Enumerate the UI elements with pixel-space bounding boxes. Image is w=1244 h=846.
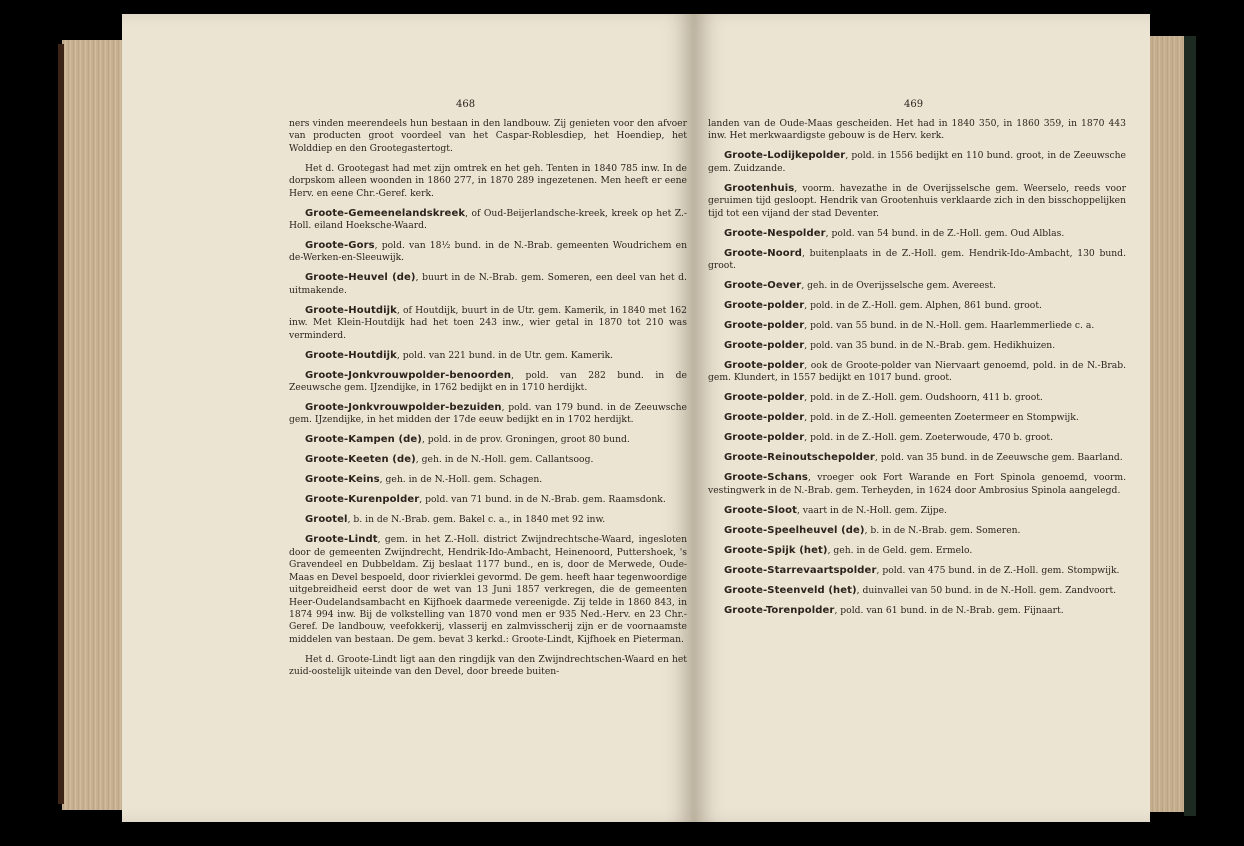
entry-text: , pold. van 221 bund. in de Utr. gem. Kamerik.: [396, 349, 614, 361]
entry-headword: Groote-polder: [724, 392, 805, 404]
entry-headword: Groote-Speelheuvel (de): [724, 524, 865, 536]
entry-headword: Groote-Lindt: [305, 534, 378, 546]
entry-text: , pold. in de Z.-Holl. gem. Alphen, 861 bund. groot.: [804, 300, 1042, 312]
entry-headword: Grootel: [305, 514, 348, 526]
dictionary-entry: [289, 494, 687, 506]
entry-headword: Groote-polder: [724, 360, 805, 372]
entry-headword: Groote-Schans: [724, 472, 808, 484]
page-number: 469: [904, 99, 924, 110]
entry-text: , geh. in de N.-Holl. gem. Schagen.: [379, 474, 543, 486]
entry-text: , geh. in de N.-Holl. gem. Callantsoog.: [415, 454, 594, 466]
dictionary-entry: [289, 240, 687, 265]
dictionary-entry: [289, 370, 687, 395]
entry-text: , pold. van 61 bund. in de N.-Brab. gem. Fijnaart.: [834, 604, 1064, 616]
entry-text: ners vinden meerendeels hun bestaan in den landbouw. Zij genieten voor den afvoer van producten groot voordeel van het Caspar-Roblesdiep, het Hoendiep, het Wolddiep en den Grootegastertogt.: [289, 118, 687, 154]
right-page: [694, 14, 1150, 822]
dictionary-entry: [708, 545, 1126, 557]
entry-text: Het d. Grootegast had met zijn omtrek en het geh. Tenten in 1840 785 inw. In de dorpskom alleen woonden in 1860 277, in 1870 289 ingezetenen. Men heeft er eene Herv. en eene Chr.-Geref. kerk.: [289, 162, 687, 199]
entry-headword: Groote-polder: [724, 412, 805, 424]
entry-text: , pold. in de Z.-Holl. gemeenten Zoetermeer en Stompwijk.: [804, 412, 1079, 424]
text-paragraph: [289, 654, 687, 679]
entry-text: , pold. van 282 bund. in de Zeeuwsche gem. IJzendijke, in 1762 bedijkt en in 1710 herdijkt.: [289, 369, 687, 394]
entry-headword: Grootenhuis: [724, 182, 795, 194]
dictionary-entry: [708, 605, 1126, 617]
dictionary-entry: [708, 340, 1126, 352]
book-cover-left: [58, 44, 64, 804]
dictionary-entry: [708, 150, 1126, 175]
entry-headword: Groote-polder: [724, 432, 805, 444]
text-paragraph: [289, 163, 687, 200]
dictionary-entry: [289, 514, 687, 526]
open-book: [62, 14, 1190, 822]
dictionary-entry: [708, 472, 1126, 497]
dictionary-entry: [708, 412, 1126, 424]
entry-text: , pold. in 1556 bedijkt en 110 bund. groot, in de Zeeuwsche gem. Zuidzande.: [708, 150, 1126, 174]
entry-text: , pold. van 71 bund. in de N.-Brab. gem. Raamsdonk.: [419, 494, 666, 506]
page-number: 468: [456, 99, 476, 110]
entry-headword: Groote-Keeten (de): [305, 454, 416, 466]
entry-text: , pold. in de prov. Groningen, groot 80 bund.: [421, 434, 630, 446]
dictionary-entry: [289, 474, 687, 486]
entry-headword: Groote-Torenpolder: [724, 604, 835, 616]
entry-headword: Groote-Lodijkepolder: [724, 150, 846, 162]
dictionary-entry: [289, 454, 687, 466]
entry-text: , pold. van 35 bund. in de Zeeuwsche gem. Baarland.: [874, 452, 1123, 464]
dictionary-entry: [708, 525, 1126, 537]
book-cover-right: [1184, 36, 1196, 816]
entry-headword: Groote-Steenveld (het): [724, 584, 857, 596]
dictionary-entry: [708, 452, 1126, 464]
page-text: [708, 118, 1126, 625]
entry-headword: Groote-Spijk (het): [724, 544, 828, 556]
entry-headword: Groote-Houtdijk: [305, 304, 397, 316]
dictionary-entry: [289, 434, 687, 446]
entry-headword: Groote-Reinoutschepolder: [724, 452, 875, 464]
entry-text: , buitenplaats in de Z.-Holl. gem. Hendrik-Ido-Ambacht, 130 bund. groot.: [708, 247, 1126, 272]
text-paragraph: [289, 118, 687, 155]
entry-text: , of Oud-Beijerlandsche-kreek, kreek op het Z.-Holl. eiland Hoeksche-Waard.: [289, 207, 687, 232]
dictionary-entry: [708, 280, 1126, 292]
entry-text: , vaart in de N.-Holl. gem. Zijpe.: [796, 504, 947, 516]
entry-headword: Groote-Houtdijk: [305, 349, 397, 361]
entry-text: , geh. in de Geld. gem. Ermelo.: [827, 544, 973, 556]
entry-text: , pold. in de Z.-Holl. gem. Oudshoorn, 411 b. groot.: [804, 392, 1043, 404]
dictionary-entry: [289, 534, 687, 646]
entry-text: , pold. van 179 bund. in de Zeeuwsche gem. IJzendijke, in het midden der 17de eeuw bedijkt en in 1702 herdijkt.: [289, 402, 687, 426]
dictionary-entry: [708, 565, 1126, 577]
entry-text: , gem. in het Z.-Holl. district Zwijndrechtsche-Waard, ingesloten door de gemeenten Zwijndrecht, Hendrik-Ido-Ambacht, Heinenoord, Puttershoek, 's Gravendeel en Dubbeldam. Zij beslaat 1177 bund., en is, door de Merwede, Oude-Maas en Devel bespoeld, door rivierklei gevormd. De gem. heeft haar tegenwoordige uitgebreidheid eerst door de wet van 13 Juni 1857 verkregen, die de gemeenten Heer-Oudelandsambacht en Kijfhoek daarmede vereenigde. Zij telde in 1860 843, in 1874 994 inw. Bij de volkstelling van 1870 vond men er 935 Ned.-Herv. en 23 Chr.-Geref. De landbouw, veefokkerij, vlasserij en zalmvisscherij zijn er de voornaamste middelen van bestaan. De gem. bevat 3 kerkd.: Groote-Lindt, Kijfhoek en Pieterman.: [289, 534, 687, 645]
entry-headword: Groote-Sloot: [724, 504, 797, 516]
text-paragraph: [708, 118, 1126, 143]
entry-text: landen van de Oude-Maas gescheiden. Het had in 1840 350, in 1860 359, in 1870 443 inw. Het merkwaardigste gebouw is de Herv. kerk.: [708, 118, 1126, 142]
entry-text: , pold. van 55 bund. in de N.-Holl. gem. Haarlemmerliede c. a.: [804, 320, 1095, 332]
entry-headword: Groote-Gemeenelandskreek: [305, 207, 466, 219]
entry-headword: Groote-polder: [724, 340, 805, 352]
entry-headword: Groote-polder: [724, 320, 805, 332]
entry-text: , b. in de N.-Brab. gem. Bakel c. a., in 1840 met 92 inw.: [347, 514, 606, 526]
entry-text: , b. in de N.-Brab. gem. Someren.: [864, 524, 1021, 536]
entry-headword: Groote-polder: [724, 300, 805, 312]
entry-text: , of Houtdijk, buurt in de Utr. gem. Kamerik, in 1840 met 162 inw. Met Klein-Houtdijk had het toen 243 inw., wier getal in 1870 tot 210 was verminderd.: [289, 304, 687, 341]
entry-headword: Groote-Gors: [305, 240, 375, 252]
entry-text: , pold. van 475 bund. in de Z.-Holl. gem. Stompwijk.: [876, 564, 1120, 576]
left-page: [122, 14, 694, 822]
entry-text: , voorm. havezathe in de Overijsselsche gem. Weerselo, reeds voor geruimen tijd gesloopt. Hendrik van Grootenhuis verklaarde zich in den bisschoppelijken tijd tot een vijand der stad Deventer.: [708, 182, 1126, 219]
dictionary-entry: [289, 305, 687, 342]
dictionary-entry: [708, 432, 1126, 444]
entry-headword: Groote-Jonkvrouwpolder-benoorden: [305, 369, 512, 381]
entry-headword: Groote-Jonkvrouwpolder-bezuiden: [305, 402, 502, 414]
dictionary-entry: [708, 228, 1126, 240]
dictionary-entry: [708, 300, 1126, 312]
entry-headword: Groote-Oever: [724, 280, 802, 292]
entry-headword: Groote-Heuvel (de): [305, 272, 416, 284]
dictionary-entry: [708, 183, 1126, 220]
entry-headword: Groote-Nespolder: [724, 227, 826, 239]
entry-text: , ook de Groote-polder van Niervaart genoemd, pold. in de N.-Brab. gem. Klundert, in 1557 bedijkt en 1017 bund. groot.: [708, 360, 1126, 384]
dictionary-entry: [708, 360, 1126, 385]
dictionary-entry: [289, 402, 687, 427]
entry-headword: Groote-Kampen (de): [305, 434, 422, 446]
entry-headword: Groote-Kurenpolder: [305, 494, 420, 506]
entry-text: , pold. in de Z.-Holl. gem. Zoeterwoude, 470 b. groot.: [804, 432, 1054, 444]
dictionary-entry: [708, 585, 1126, 597]
entry-headword: Groote-Starrevaartspolder: [724, 564, 877, 576]
entry-headword: Groote-Noord: [724, 247, 802, 259]
entry-text: , duinvallei van 50 bund. in de N.-Holl. gem. Zandvoort.: [856, 584, 1117, 596]
dictionary-entry: [289, 350, 687, 362]
entry-text: , vroeger ook Fort Warande en Fort Spinola genoemd, voorm. vestingwerk in de N.-Brab. gem. Terheyden, in 1624 door Ambrosius Spinola aangelegd.: [708, 472, 1126, 496]
dictionary-entry: [289, 208, 687, 233]
entry-text: , buurt in de N.-Brab. gem. Someren, een deel van het d. uitmakende.: [289, 272, 687, 296]
dictionary-entry: [708, 248, 1126, 273]
entry-text: , geh. in de Overijsselsche gem. Avereest.: [801, 280, 996, 292]
entry-headword: Groote-Keins: [305, 474, 380, 486]
entry-text: , pold. van 18½ bund. in de N.-Brab. gemeenten Woudrichem en de-Werken-en-Sleeuwijk.: [289, 240, 687, 264]
page-text: [289, 118, 687, 686]
dictionary-entry: [708, 392, 1126, 404]
dictionary-entry: [289, 272, 687, 297]
entry-text: , pold. van 35 bund. in de N.-Brab. gem. Hedikhuizen.: [804, 340, 1056, 352]
entry-text: , pold. van 54 bund. in de Z.-Holl. gem. Oud Alblas.: [825, 227, 1065, 239]
entry-text: Het d. Groote-Lindt ligt aan den ringdijk van den Zwijndrechtschen-Waard en het zuid-oostelijk uiteinde van den Devel, door breede buiten-: [289, 653, 687, 678]
dictionary-entry: [708, 505, 1126, 517]
page-edges-left: [62, 40, 124, 810]
dictionary-entry: [708, 320, 1126, 332]
